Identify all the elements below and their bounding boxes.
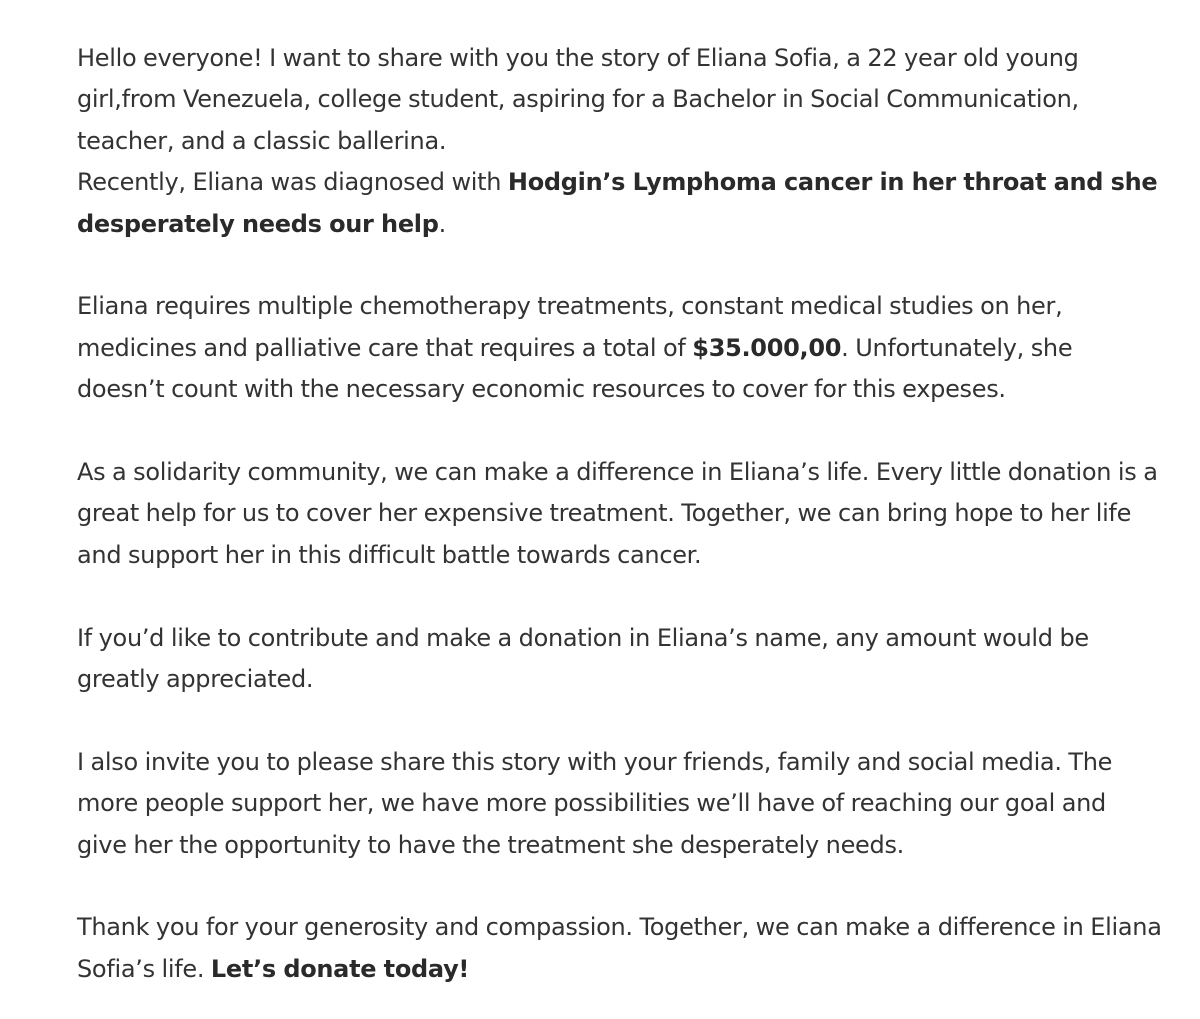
diagnosis-lead-text: Recently, Eliana was diagnosed with (77, 168, 508, 197)
story-paragraph-community: As a solidarity community, we can make a difference in Eliana’s life. Every little donation is a great help for us to cover her expensive treatment. Together, we can bring hope to her life and support her in this difficult battle towards cancer. (77, 458, 1158, 569)
story-paragraph-intro (77, 38, 1162, 245)
story-paragraph-thanks (77, 907, 1162, 990)
treatment-lead-text: Eliana requires multiple chemotherapy treatments, constant medical studies on her, medicines and palliative care that requires a total of (77, 292, 1063, 362)
treatment-tail-text: . Unfortunately, she doesn’t count with the necessary economic resources to cover for this expeses. (77, 333, 1073, 404)
story-paragraph-share: I also invite you to please share this story with your friends, family and social media. The more people support her, we have more possibilities we’ll have of reaching our goal and give her the opportunity to have the treatment she desperately needs. (77, 747, 1113, 859)
thanks-text: Thank you for your generosity and compassion. Together, we can make a difference in Eliana Sofia’s life. (77, 913, 1162, 983)
goal-amount: $35.000,00 (692, 333, 842, 362)
story-paragraph-treatment (77, 286, 1162, 410)
campaign-story (77, 38, 1162, 990)
diagnosis-highlight: Hodgin’s Lymphoma cancer in her throat and she desperately needs our help (77, 168, 1158, 238)
diagnosis-end: . (438, 209, 446, 238)
donate-call-to-action: Let’s donate today! (210, 954, 470, 983)
intro-text: Hello everyone! I want to share with you the story of Eliana Sofia, a 22 year old young girl,from Venezuela, college student, aspiring for a Bachelor in Social Communication, teacher, and a classic ballerina. (77, 44, 1079, 155)
story-paragraph-contribute: If you’d like to contribute and make a donation in Eliana’s name, any amount would be greatly appreciated. (77, 623, 1089, 694)
